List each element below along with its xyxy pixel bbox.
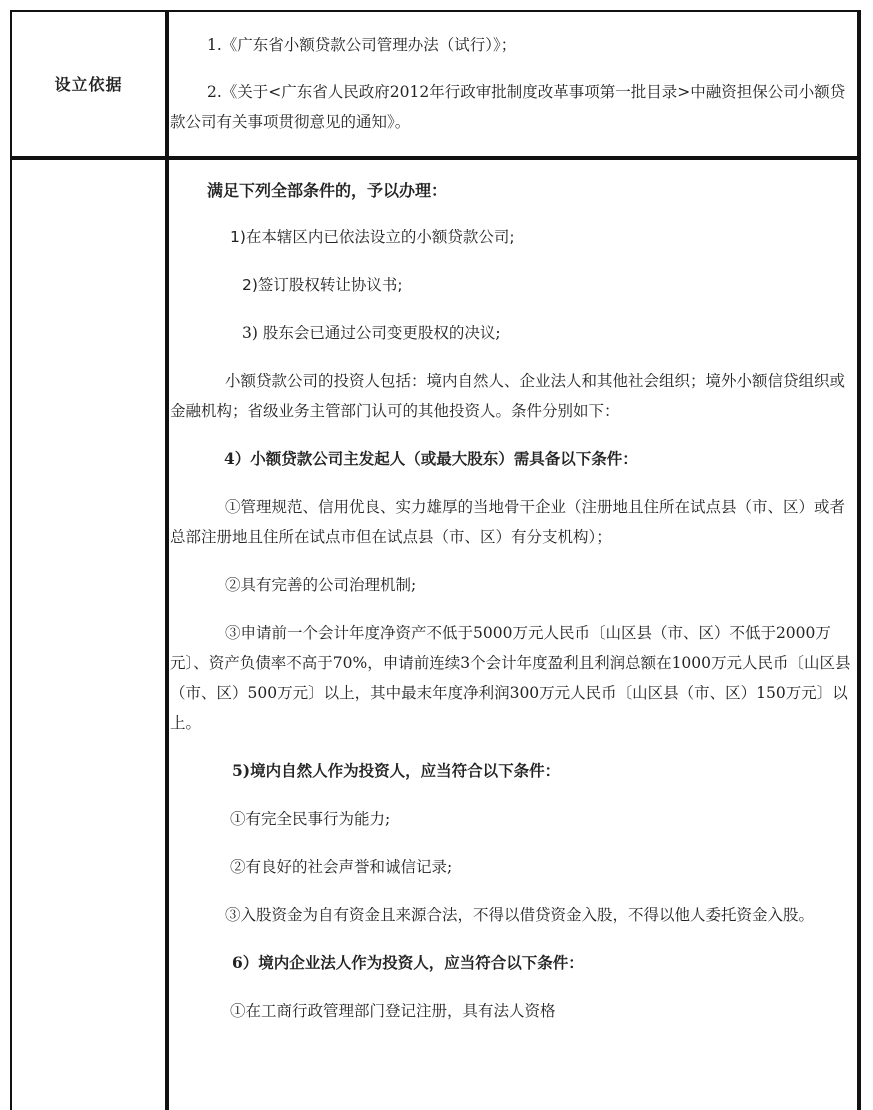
condition-3: 3) 股东会已通过公司变更股权的决议; <box>242 324 501 342</box>
basis-item-2: 2.《关于<广东省人民政府2012年行政审批制度改革事项第一批目录>中融资担保公司小额贷款公司有关事项贯彻意见的通知》。 <box>170 83 846 131</box>
table-row-divider <box>10 156 861 160</box>
requirements-table <box>10 10 861 1110</box>
section-5-item-3: ③入股资金为自有资金且来源合法，不得以借贷资金入股，不得以他人委托资金入股。 <box>225 906 815 924</box>
row-label-basis: 设立依据 <box>54 75 123 94</box>
condition-1: 1)在本辖区内已依法设立的小额贷款公司; <box>230 228 515 246</box>
section-4-item-3: ③申请前一个会计年度净资产不低于5000万元人民币〔山区县（市、区）不低于2000万元〕、资产负债率不高于70%，申请前连续3个会计年度盈利且利润总额在1000万元人民币〔山区县（市、区）500万元〕以上，其中最末年度净利润300万元人民币〔山区县（市、区）150万元〕以上。 <box>170 624 851 732</box>
section-4-heading: 4）小额贷款公司主发起人（或最大股东）需具备以下条件： <box>224 449 638 468</box>
section-4-item-2: ②具有完善的公司治理机制; <box>225 576 417 594</box>
condition-2: 2)签订股权转让协议书; <box>242 276 403 294</box>
conditions-header: 满足下列全部条件的，予以办理： <box>207 181 448 200</box>
section-6-item-1: ①在工商行政管理部门登记注册，具有法人资格 <box>230 1002 556 1020</box>
section-5-item-2: ②有良好的社会声誉和诚信记录; <box>230 858 453 876</box>
basis-cell <box>170 30 858 137</box>
table-column-divider <box>165 10 169 1110</box>
section-6-heading: 6）境内企业法人作为投资人，应当符合以下条件： <box>232 953 584 972</box>
section-5-item-1: ①有完全民事行为能力; <box>230 810 391 828</box>
section-4-item-1: ①管理规范、信用优良、实力雄厚的当地骨干企业（注册地且住所在试点县（市、区）或者总部注册地且住所在试点市但在试点县（市、区）有分支机构）； <box>170 498 846 546</box>
table-left-border <box>10 10 12 1110</box>
basis-item-1: 1.《广东省小额贷款公司管理办法（试行）》； <box>207 36 517 54</box>
section-5-heading: 5)境内自然人作为投资人，应当符合以下条件： <box>232 761 561 780</box>
investors-paragraph: 小额贷款公司的投资人包括：境内自然人、企业法人和其他社会组织；境外小额信贷组织或金融机构；省级业务主管部门认可的其他投资人。条件分别如下： <box>170 372 846 420</box>
conditions-cell <box>170 176 858 1026</box>
table-top-border <box>10 10 861 12</box>
